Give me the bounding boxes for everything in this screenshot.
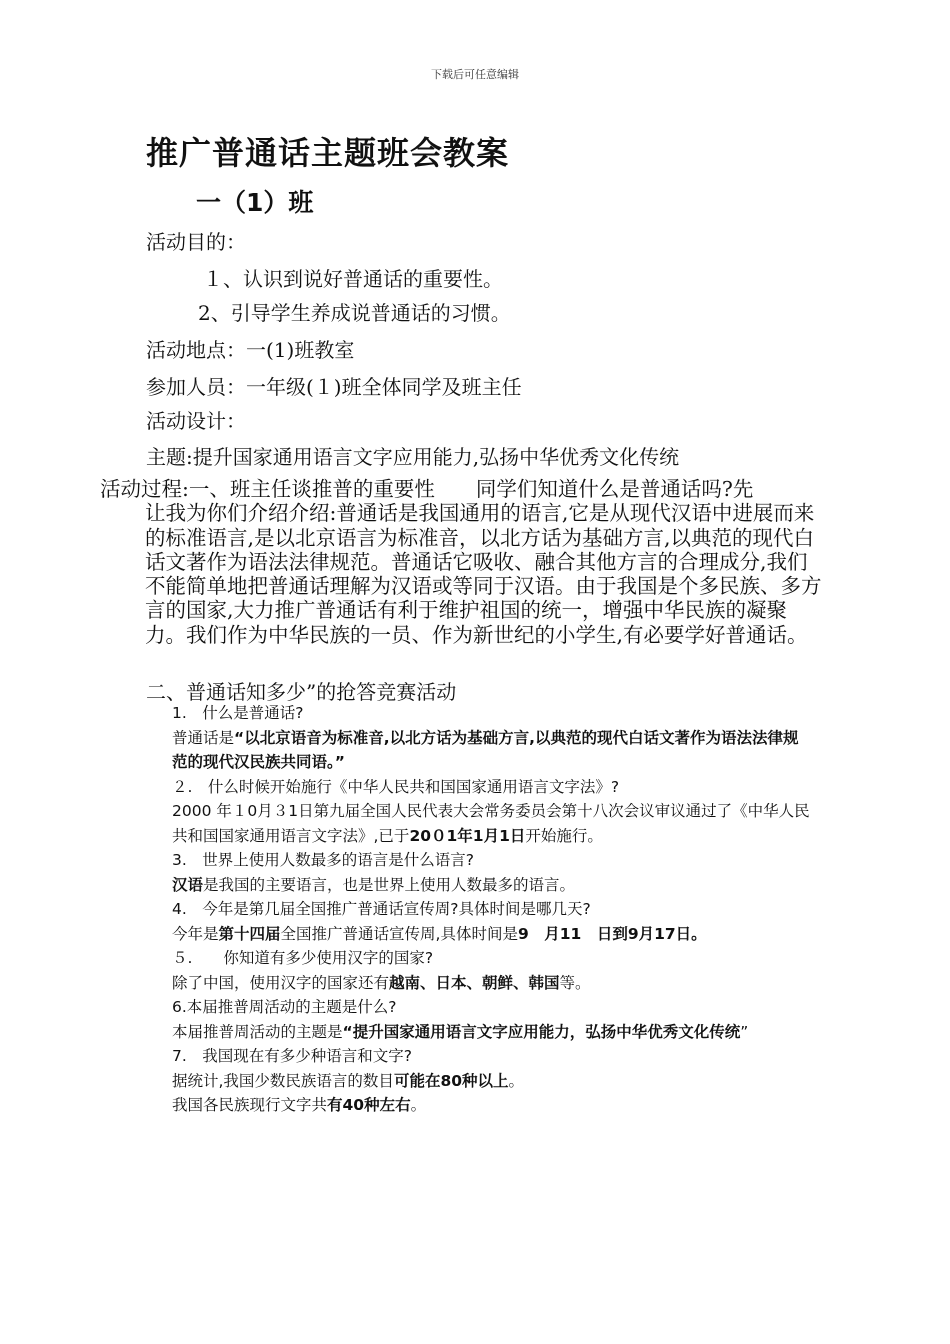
- participants: 参加人员：一年级(１)班全体同学及班主任: [146, 375, 522, 399]
- goal-item-2: 2、引导学生养成说普通话的习惯。: [198, 301, 511, 325]
- answer-7a: 据统计,我国少数民族语言的数目可能在80种以上。: [172, 1071, 525, 1090]
- answer-1: 普通话是“以北京语音为标准音,以北方话为基础方言,以典范的现代白话文著作为语法法律规范的现代汉民族共同语。”: [172, 728, 799, 771]
- goal-item-1: １、认识到说好普通话的重要性。: [203, 267, 503, 291]
- theme-line: 主题:提升国家通用语言文字应用能力,弘扬中华优秀文化传统: [146, 445, 680, 469]
- activity-place: 活动地点：一(1)班教室: [146, 338, 355, 362]
- process-body: 让我为你们介绍介绍:普通话是我国通用的语言,它是从现代汉语中进展而来的标准语言,是以北京语言为标准音，以北方话为基础方言,以典范的现代白话文著作为语法法律规范。普通话它吸收、融合其他方言的合理成分,我们不能简单地把普通话理解为汉语或等同于汉语。由于我国是个多民族、多方言的国家,大力推广普通话有利于维护祖国的统一，增强中华民族的凝聚力。我们作为中华民族的一员、作为新世纪的小学生,有必要学好普通话。: [145, 501, 822, 647]
- question-2: ２. 什么时候开始施行《中华人民共和国国家通用语言文字法》?: [172, 777, 620, 796]
- answer-6: 本届推普周活动的主题是“提升国家通用语言文字应用能力，弘扬中华优秀文化传统”: [172, 1022, 749, 1041]
- question-6: 6.本届推普周活动的主题是什么?: [172, 998, 397, 1016]
- answer-7b: 我国各民族现行文字共有40种左右。: [172, 1096, 427, 1114]
- answer-5: 除了中国，使用汉字的国家还有越南、日本、朝鲜、韩国等。: [172, 973, 591, 992]
- question-4: 4. 今年是第几届全国推广普通话宣传周?具体时间是哪几天?: [172, 900, 591, 918]
- answer-3: 汉语是我国的主要语言，也是世界上使用人数最多的语言。: [172, 875, 576, 894]
- answer-4: 今年是第十四届全国推广普通话宣传周,具体时间是9 月11 日到9月17日。: [172, 924, 707, 943]
- answer-2: 2000 年１0月３1日第九届全国人民代表大会常务委员会第十八次会议审议通过了《中华人民共和国国家通用语言文字法》,已于20０1年1月1日开始施行。: [172, 802, 810, 845]
- document-title: 推广普通话主题班会教案: [146, 134, 510, 172]
- question-7: 7. 我国现在有多少种语言和文字?: [172, 1047, 413, 1065]
- qa-list: [172, 701, 812, 1118]
- design-label: 活动设计：: [146, 409, 246, 433]
- goal-label: 活动目的：: [146, 230, 246, 254]
- process-first-line: 活动过程:一、班主任谈推普的重要性 同学们知道什么是普通话吗?先: [100, 477, 754, 501]
- class-subtitle: 一（1）班: [196, 188, 314, 217]
- question-1: 1. 什么是普通话?: [172, 704, 304, 722]
- question-5: ５. 你知道有多少使用汉字的国家?: [172, 949, 434, 967]
- question-3: 3. 世界上使用人数最多的语言是什么语言?: [172, 851, 475, 869]
- section-2-heading: 二、普通话知多少”的抢答竞赛活动: [146, 680, 457, 704]
- page-header: 下载后可任意编辑: [431, 68, 519, 81]
- process-paragraph: [100, 477, 825, 647]
